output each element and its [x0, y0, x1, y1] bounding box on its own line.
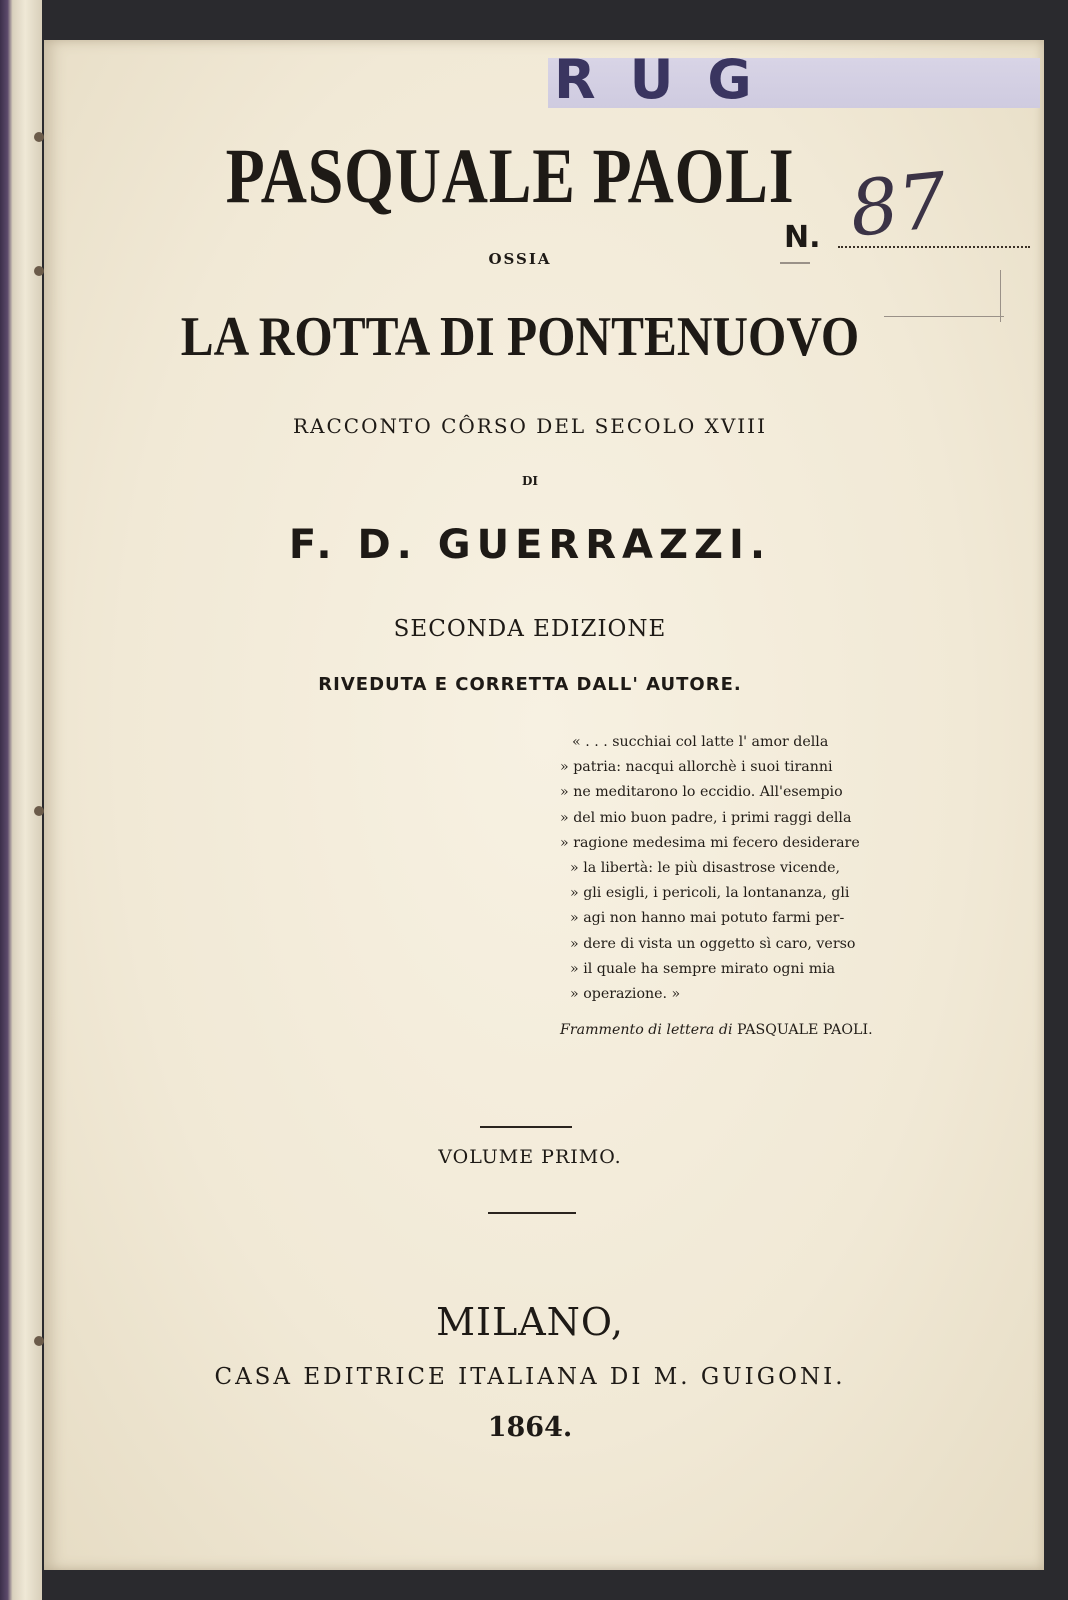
imprint-publisher: CASA EDITRICE ITALIANA DI M. GUIGONI.	[214, 1364, 846, 1390]
imprint-city: MILANO,	[436, 1300, 624, 1344]
epigraph-line: » patria: nacqui allorchè i suoi tiranni	[560, 759, 833, 776]
divider-rule	[480, 1126, 572, 1128]
epigraph-line: » dere di vista un oggetto sì caro, verso	[570, 935, 856, 952]
title-conjunction: OSSIA	[488, 250, 552, 268]
inventory-label: N.	[784, 220, 821, 255]
pencil-mark	[1000, 270, 1001, 322]
pencil-mark	[780, 262, 810, 264]
author-preposition: DI	[521, 474, 539, 488]
epigraph-line: » ne meditarono lo eccidio. All'esempio	[560, 784, 843, 801]
inventory-number-handwritten: 87	[845, 155, 952, 254]
epigraph-line: » il quale ha sempre mirato ogni mia	[570, 960, 836, 977]
epigraph-line: » operazione. »	[570, 986, 681, 1003]
edition-line: SECONDA EDIZIONE	[393, 616, 667, 642]
author-name: F. D. GUERRAZZI.	[288, 522, 772, 568]
epigraph-attribution	[560, 1022, 920, 1038]
epigraph	[560, 730, 920, 1007]
epigraph-line: » gli esigli, i pericoli, la lontananza, gli	[570, 885, 850, 902]
divider-rule	[488, 1212, 576, 1214]
edition-note: RIVEDUTA E CORRETTA DALL' AUTORE.	[318, 674, 742, 695]
attribution-prefix: Frammento di lettera di	[560, 1022, 733, 1038]
volume-label: VOLUME PRIMO.	[438, 1146, 622, 1168]
binding-stitch	[34, 1336, 44, 1346]
binding-stitch	[34, 806, 44, 816]
book-subtitle: LA ROTTA DI PONTENUOVO	[180, 306, 860, 368]
pencil-mark	[884, 316, 1004, 317]
book-binding	[0, 0, 42, 1600]
attribution-name: PASQUALE PAOLI.	[737, 1022, 873, 1038]
imprint-year: 1864.	[487, 1412, 573, 1443]
epigraph-line: » ragione medesima mi fecero desiderare	[560, 834, 860, 851]
epigraph-line: » la libertà: le più disastrose vicende,	[570, 860, 841, 877]
epigraph-line: » del mio buon padre, i primi raggi della	[560, 809, 852, 826]
book-genre-line: RACCONTO CÔRSO DEL SECOLO XVIII	[292, 414, 767, 438]
binding-stitch	[34, 266, 44, 276]
epigraph-line: « . . . succhiai col latte l' amor della	[572, 734, 829, 750]
epigraph-line: » agi non hanno mai potuto farmi per-	[570, 910, 845, 927]
library-stamp-text: RUG	[554, 52, 786, 108]
book-title: PASQUALE PAOLI	[225, 132, 795, 219]
binding-stitch	[34, 132, 44, 142]
